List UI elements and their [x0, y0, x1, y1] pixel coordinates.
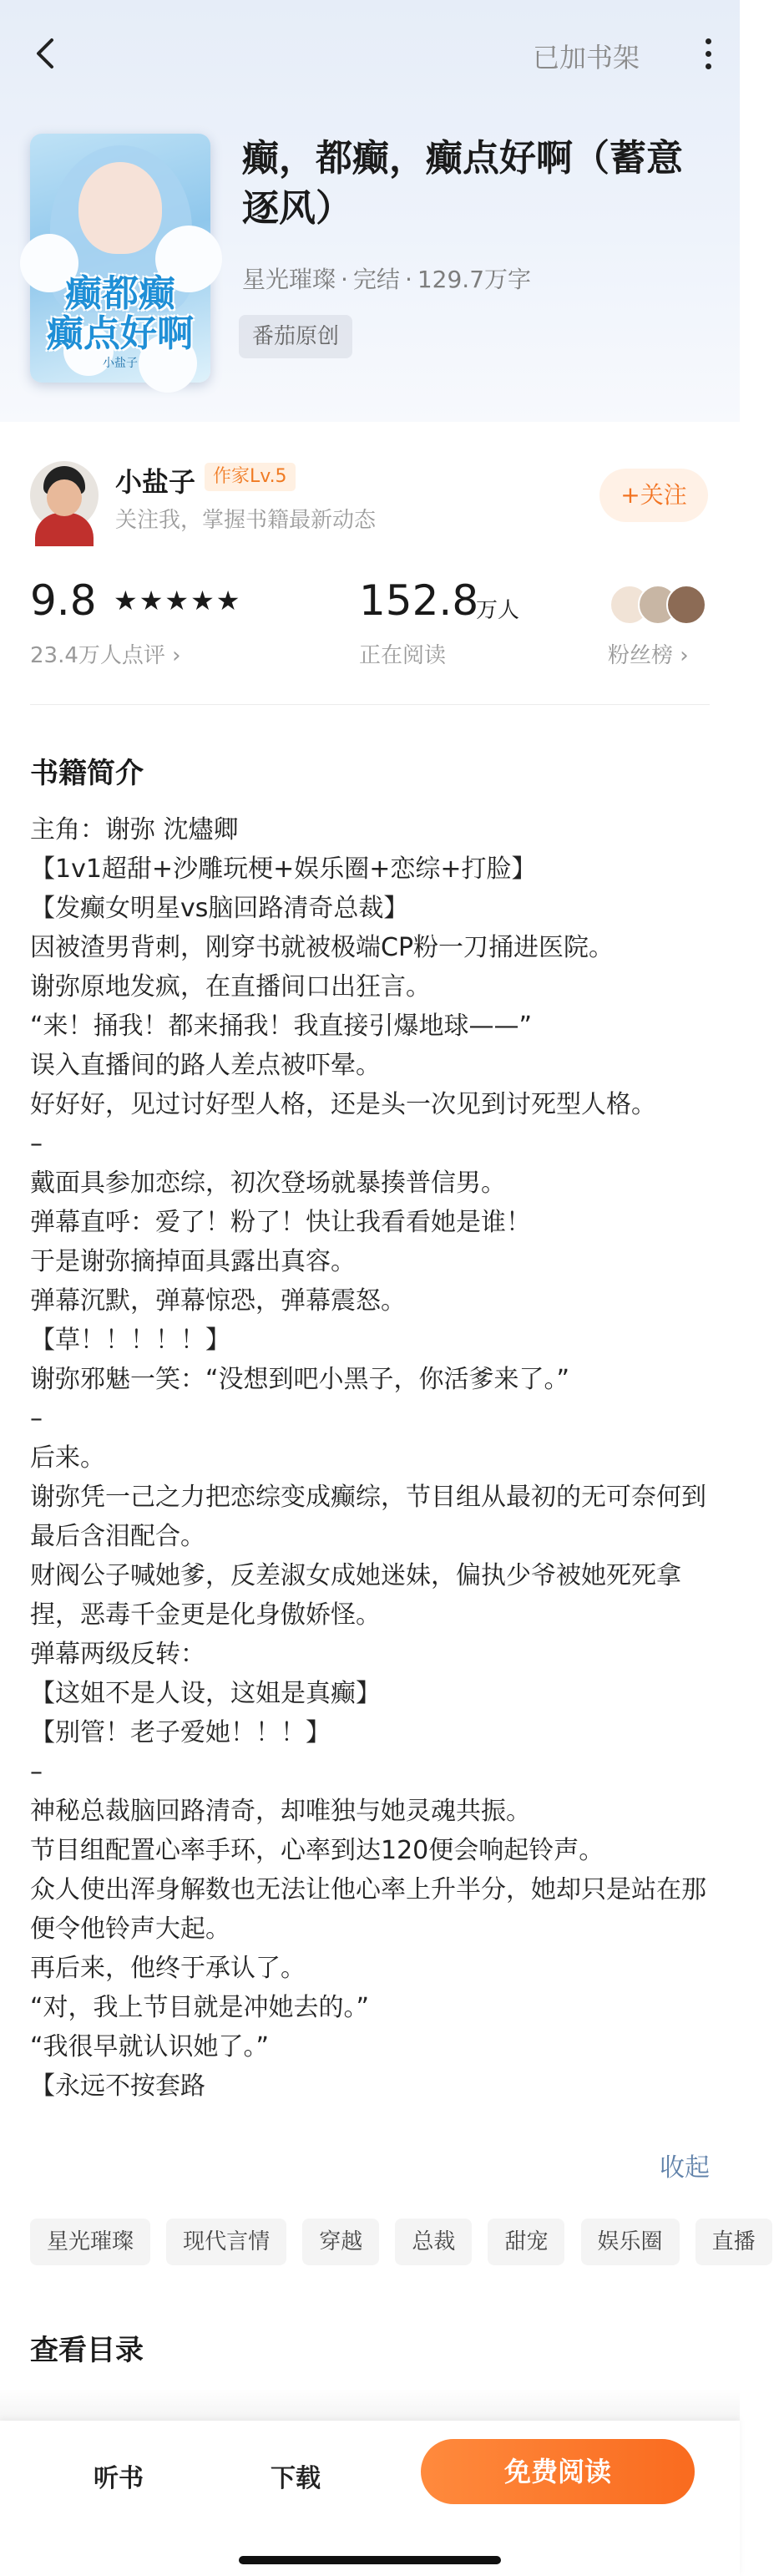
book-meta: 星光璀璨 · 完结 · 129.7万字: [242, 266, 532, 293]
cover-title: 癫都癫 癫点好啊: [47, 272, 194, 355]
readers-count: 152.8: [359, 576, 479, 625]
readers-unit: 万人: [476, 598, 520, 623]
fans-ranking-link[interactable]: 粉丝榜 ›: [608, 643, 689, 668]
book-cover[interactable]: [30, 134, 210, 383]
tag-item[interactable]: 娱乐圈: [581, 2219, 680, 2265]
listen-button[interactable]: 听书: [94, 2464, 144, 2493]
tag-item[interactable]: 星光璀璨: [30, 2219, 150, 2265]
home-indicator: [239, 2556, 501, 2564]
rating-score: 9.8: [30, 576, 97, 625]
author-name[interactable]: 小盐子: [115, 466, 196, 498]
follow-button[interactable]: +关注: [599, 469, 708, 522]
bottom-action-bar: [0, 2421, 740, 2576]
readers-label: 正在阅读: [359, 643, 447, 668]
author-subtitle: 关注我，掌握书籍最新动态: [115, 508, 377, 533]
back-arrow-icon[interactable]: [28, 35, 65, 72]
collapse-link[interactable]: 收起: [660, 2153, 710, 2183]
source-tag[interactable]: 番茄原创: [239, 315, 352, 358]
author-level-badge: 作家Lv.5: [205, 463, 296, 491]
tag-list: [30, 2219, 756, 2269]
intro-text: 主角：谢弥 沈燼卿 【1v1超甜+沙雕玩梗+娱乐圈+恋综+打脸】 【发癫女明星vs脑回路清奇总裁】 因被渣男背刺，刚穿书就被极端CP粉一刀捅进医院。 谢弥原地发疯，在直播间口出狂言。 “来！捅我！都来捅我！我直接引爆地球——” 误入直播间的路人差点被吓晕。 好好好，见过讨好型人格，还是头一次见到讨死型人格。 – 戴面具参加恋综，初次登场就暴揍普信男。 弹幕直呼：爱了！粉了！快让我看看她是谁！ 于是谢弥摘掉面具露出真容。 弹幕沉默，弹幕惊恐，弹幕震怒。 【草！！！！！】 谢弥邪魅一笑：“没想到吧小黑子，你活爹来了。” – 后来。 谢弥凭一己之力把恋综变成癫综，节目组从最初的无可奈何到最后含泪配合。 财阀公子喊她爹，反差淑女成她迷妹，偏执少爷被她死死拿捏，恶毒千金更是化身傲娇怪。 弹幕两级反转： 【这姐不是人设，这姐是真癫】 【别管！老子爱她！！！】 – 神秘总裁脑回路清奇，却唯独与她灵魂共振。 节目组配置心率手环，心率到达120便会响起铃声。 众人使出浑身解数也无法让他心率上升半分，她却只是站在那便令他铃声大起。 再后来，他终于承认了。 “对，我上节目就是冲她去的。” “我很早就认识她了。” 【永远不按套路: [30, 815, 706, 2101]
intro-title: 书籍简介: [30, 757, 144, 790]
tag-item[interactable]: 甜宠: [488, 2219, 564, 2265]
section-fade: [0, 2389, 740, 2422]
book-title: 癫，都癫，癫点好啊（蓄意逐风）: [242, 137, 683, 230]
more-vertical-icon[interactable]: [690, 33, 726, 75]
tag-item[interactable]: 现代言情: [166, 2219, 286, 2265]
rating-count-link[interactable]: 23.4万人点评 ›: [30, 643, 181, 668]
fan-avatars[interactable]: [609, 585, 710, 623]
tag-item[interactable]: 穿越: [302, 2219, 379, 2265]
table-of-contents-link[interactable]: 查看目录: [30, 2334, 144, 2367]
tag-item[interactable]: 总裁: [395, 2219, 472, 2265]
author-avatar[interactable]: [30, 461, 99, 530]
divider: [30, 704, 710, 705]
cover-author: 小盐子: [103, 357, 138, 370]
download-button[interactable]: 下载: [271, 2464, 321, 2493]
free-read-button[interactable]: 免费阅读: [421, 2439, 695, 2504]
added-to-shelf-label[interactable]: 已加书架: [532, 42, 640, 74]
tag-item[interactable]: 直播: [695, 2219, 772, 2265]
star-icon: ★★★★★: [114, 585, 242, 616]
